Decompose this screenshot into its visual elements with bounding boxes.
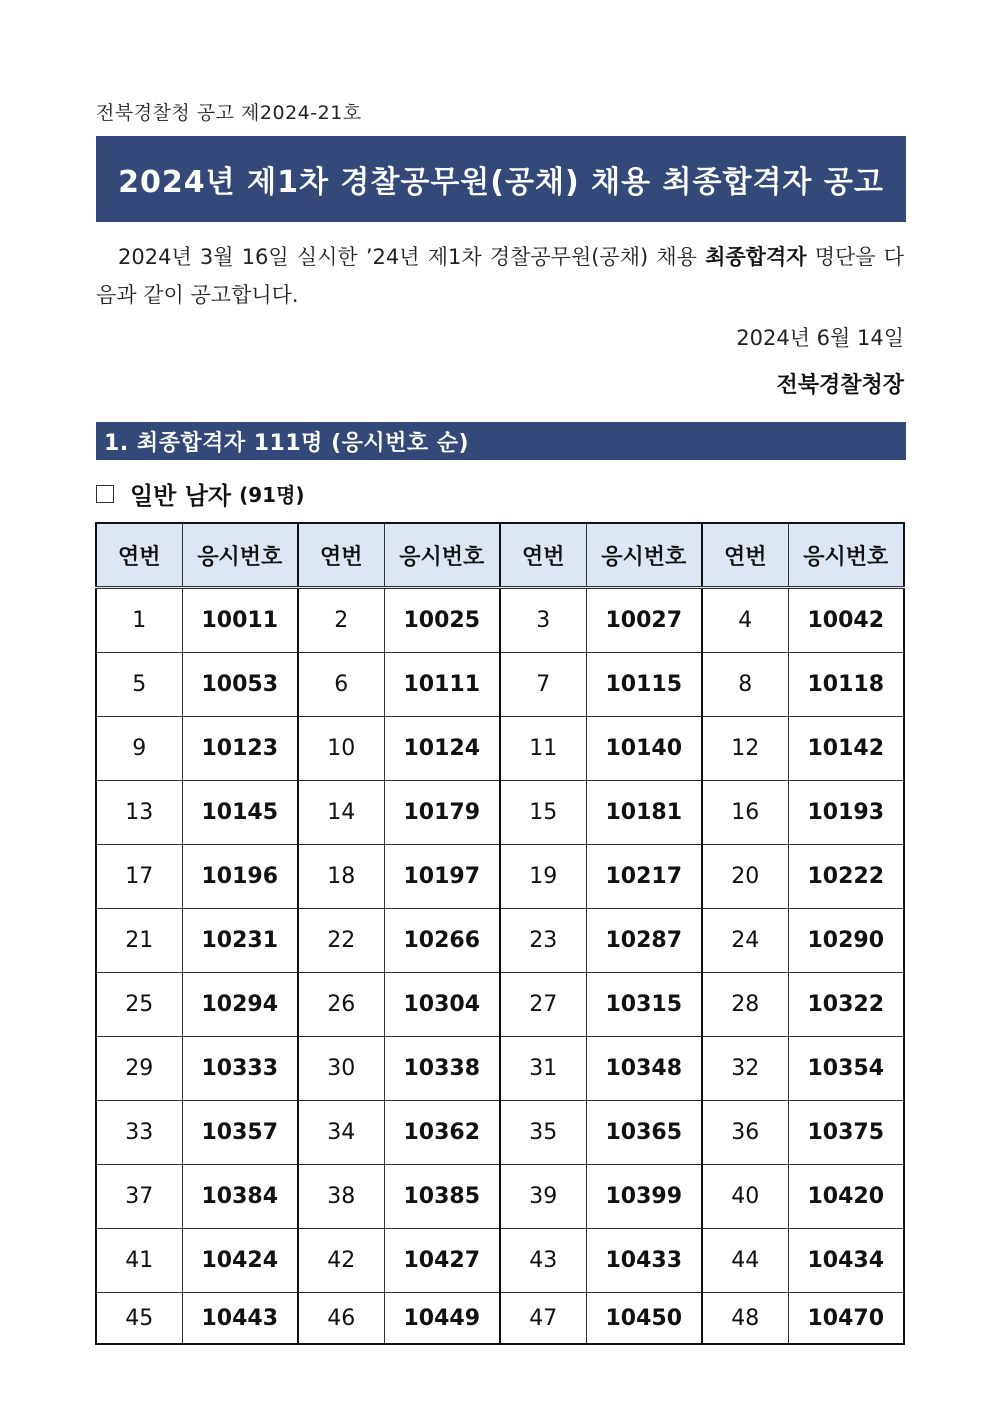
app-number-cell: 10027 — [586, 588, 702, 653]
serial-cell: 10 — [298, 717, 384, 781]
app-number-cell: 10196 — [182, 845, 298, 909]
serial-cell: 31 — [500, 1037, 586, 1101]
app-number-cell: 10123 — [182, 717, 298, 781]
serial-cell: 32 — [702, 1037, 788, 1101]
app-number-cell: 10443 — [182, 1293, 298, 1345]
serial-cell: 4 — [702, 588, 788, 653]
app-number-cell: 10053 — [182, 653, 298, 717]
serial-cell: 20 — [702, 845, 788, 909]
serial-cell: 42 — [298, 1229, 384, 1293]
app-number-cell: 10304 — [384, 973, 500, 1037]
serial-cell: 3 — [500, 588, 586, 653]
serial-cell: 8 — [702, 653, 788, 717]
serial-cell: 15 — [500, 781, 586, 845]
app-number-cell: 10179 — [384, 781, 500, 845]
serial-cell: 33 — [96, 1101, 182, 1165]
header-app-number: 응시번호 — [788, 523, 904, 588]
notice-number: 전북경찰청 공고 제2024-21호 — [96, 102, 362, 124]
serial-cell: 29 — [96, 1037, 182, 1101]
serial-cell: 25 — [96, 973, 182, 1037]
app-number-cell: 10420 — [788, 1165, 904, 1229]
subsection-heading — [96, 476, 305, 511]
announcement-date: 2024년 6월 14일 — [736, 326, 904, 350]
serial-cell: 14 — [298, 781, 384, 845]
table-header-row — [96, 523, 904, 588]
serial-cell: 1 — [96, 588, 182, 653]
app-number-cell: 10348 — [586, 1037, 702, 1101]
app-number-cell: 10354 — [788, 1037, 904, 1101]
app-number-cell: 10118 — [788, 653, 904, 717]
serial-cell: 40 — [702, 1165, 788, 1229]
serial-cell: 44 — [702, 1229, 788, 1293]
app-number-cell: 10290 — [788, 909, 904, 973]
header-serial: 연번 — [702, 523, 788, 588]
app-number-cell: 10287 — [586, 909, 702, 973]
serial-cell: 2 — [298, 588, 384, 653]
serial-cell: 6 — [298, 653, 384, 717]
header-app-number: 응시번호 — [182, 523, 298, 588]
table-row — [96, 909, 904, 973]
app-number-cell: 10266 — [384, 909, 500, 973]
serial-cell: 7 — [500, 653, 586, 717]
app-number-cell: 10140 — [586, 717, 702, 781]
serial-cell: 24 — [702, 909, 788, 973]
serial-cell: 12 — [702, 717, 788, 781]
serial-cell: 5 — [96, 653, 182, 717]
app-number-cell: 10197 — [384, 845, 500, 909]
app-number-cell: 10375 — [788, 1101, 904, 1165]
app-number-cell: 10142 — [788, 717, 904, 781]
app-number-cell: 10338 — [384, 1037, 500, 1101]
checkbox-icon — [96, 485, 114, 503]
serial-cell: 45 — [96, 1293, 182, 1345]
app-number-cell: 10470 — [788, 1293, 904, 1345]
app-number-cell: 10357 — [182, 1101, 298, 1165]
header-serial: 연번 — [500, 523, 586, 588]
table-row — [96, 1229, 904, 1293]
serial-cell: 13 — [96, 781, 182, 845]
subsection-label: 일반 남자 — [130, 482, 232, 510]
table-row — [96, 1101, 904, 1165]
serial-cell: 23 — [500, 909, 586, 973]
serial-cell: 19 — [500, 845, 586, 909]
serial-cell: 21 — [96, 909, 182, 973]
app-number-cell: 10145 — [182, 781, 298, 845]
serial-cell: 22 — [298, 909, 384, 973]
serial-cell: 47 — [500, 1293, 586, 1345]
app-number-cell: 10385 — [384, 1165, 500, 1229]
app-number-cell: 10434 — [788, 1229, 904, 1293]
app-number-cell: 10433 — [586, 1229, 702, 1293]
serial-cell: 34 — [298, 1101, 384, 1165]
app-number-cell: 10025 — [384, 588, 500, 653]
app-number-cell: 10193 — [788, 781, 904, 845]
table-row — [96, 973, 904, 1037]
app-number-cell: 10111 — [384, 653, 500, 717]
serial-cell: 36 — [702, 1101, 788, 1165]
table-row — [96, 653, 904, 717]
app-number-cell: 10333 — [182, 1037, 298, 1101]
app-number-cell: 10294 — [182, 973, 298, 1037]
serial-cell: 27 — [500, 973, 586, 1037]
app-number-cell: 10315 — [586, 973, 702, 1037]
serial-cell: 48 — [702, 1293, 788, 1345]
app-number-cell: 10011 — [182, 588, 298, 653]
app-number-cell: 10427 — [384, 1229, 500, 1293]
serial-cell: 30 — [298, 1037, 384, 1101]
app-number-cell: 10365 — [586, 1101, 702, 1165]
header-app-number: 응시번호 — [384, 523, 500, 588]
announcement-body — [96, 238, 904, 314]
app-number-cell: 10322 — [788, 973, 904, 1037]
serial-cell: 38 — [298, 1165, 384, 1229]
header-app-number: 응시번호 — [586, 523, 702, 588]
app-number-cell: 10424 — [182, 1229, 298, 1293]
app-number-cell: 10124 — [384, 717, 500, 781]
table-row — [96, 1293, 904, 1345]
app-number-cell: 10450 — [586, 1293, 702, 1345]
app-number-cell: 10115 — [586, 653, 702, 717]
body-text-bold: 최종합격자 — [705, 245, 807, 269]
serial-cell: 46 — [298, 1293, 384, 1345]
subsection-count: (91명) — [239, 483, 305, 507]
section-title: 1. 최종합격자 111명 (응시번호 순) — [96, 422, 906, 460]
serial-cell: 35 — [500, 1101, 586, 1165]
serial-cell: 43 — [500, 1229, 586, 1293]
serial-cell: 17 — [96, 845, 182, 909]
body-text-after: 명단을 다음과 같이 공고합니다. — [96, 245, 904, 307]
header-serial: 연번 — [298, 523, 384, 588]
serial-cell: 11 — [500, 717, 586, 781]
serial-cell: 37 — [96, 1165, 182, 1229]
app-number-cell: 10222 — [788, 845, 904, 909]
app-number-cell: 10362 — [384, 1101, 500, 1165]
app-number-cell: 10449 — [384, 1293, 500, 1345]
app-number-cell: 10181 — [586, 781, 702, 845]
app-number-cell: 10042 — [788, 588, 904, 653]
table-row — [96, 588, 904, 653]
app-number-cell: 10384 — [182, 1165, 298, 1229]
serial-cell: 18 — [298, 845, 384, 909]
table-row — [96, 717, 904, 781]
serial-cell: 9 — [96, 717, 182, 781]
table-row — [96, 1165, 904, 1229]
page-title: 2024년 제1차 경찰공무원(공채) 채용 최종합격자 공고 — [96, 136, 906, 222]
table-row — [96, 781, 904, 845]
header-serial: 연번 — [96, 523, 182, 588]
app-number-cell: 10399 — [586, 1165, 702, 1229]
table-row — [96, 1037, 904, 1101]
serial-cell: 26 — [298, 973, 384, 1037]
serial-cell: 41 — [96, 1229, 182, 1293]
serial-cell: 39 — [500, 1165, 586, 1229]
serial-cell: 28 — [702, 973, 788, 1037]
passer-table — [95, 522, 905, 1345]
body-text-before: 2024년 3월 16일 실시한 ’24년 제1차 경찰공무원(공채) 채용 — [118, 245, 706, 269]
app-number-cell: 10217 — [586, 845, 702, 909]
app-number-cell: 10231 — [182, 909, 298, 973]
table-row — [96, 845, 904, 909]
serial-cell: 16 — [702, 781, 788, 845]
signer: 전북경찰청장 — [776, 373, 904, 398]
